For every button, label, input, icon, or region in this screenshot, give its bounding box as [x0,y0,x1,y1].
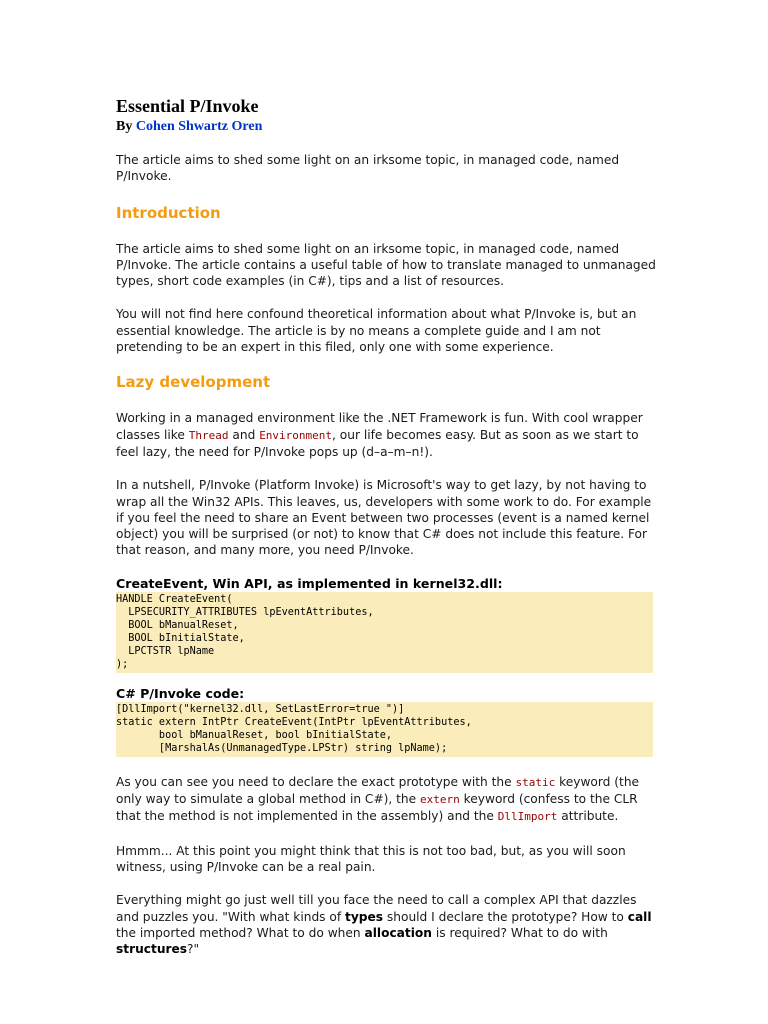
code-line: BOOL bInitialState, [116,632,245,644]
inline-code-environment: Environment [259,428,333,442]
code-block-win-api [116,592,653,673]
inline-code-thread: Thread [188,428,229,442]
lazy-paragraph-1: Working in a managed environment like the .NET Framework is fun. With cool wrapper classes like Thread and Environment, our life becomes easy. But as soon as we start to feel lazy, the need for P/Invoke pops up (d–a–m–n!). [116,411,643,459]
article-title: Essential P/Invoke [116,96,259,116]
section-heading-lazy-development: Lazy development [116,373,271,392]
byline [116,118,656,136]
code-label-csharp: C# P/Invoke code: [116,685,245,701]
code-line: LPCTSTR lpName [116,645,215,657]
section-heading-introduction: Introduction [116,203,221,222]
code-line: ); [116,658,129,670]
inline-code-extern: extern [420,793,460,807]
lazy-paragraph-5: Everything might go just well till you face the need to call a complex API that dazzles and puzzles you. "With what kinds of types should I declare the prototype? How to call the imported method? What to do when allocation is required? What to do with structures?" [116,893,652,957]
inline-code-dllimport: DllImport [497,810,558,824]
lazy-paragraph-2: In a nutshell, P/Invoke (Platform Invoke) is Microsoft's way to get lazy, by not having to wrap all the Win32 APIs. This leaves, us, developers with some work to do. For example if you feel the need to share an Event between two processes (event is a named kernel object) you will be surprised (or not) to know that C# does not include this feature. For that reason, and many more, you need P/Invoke. [116,478,652,558]
code-line: bool bManualReset, bool bInitialState, [116,729,393,741]
intro-paragraph-1: The article aims to shed some light on an irksome topic, in managed code, named P/Invoke. The article contains a useful table of how to translate managed to unmanaged types, short code examples (in C#), tips and a list of resources. [116,241,656,289]
code-label-createevent: CreateEvent, Win API, as implemented in kernel32.dll: [116,575,503,591]
author-link[interactable]: Cohen Shwartz Oren [135,119,263,134]
code-line: BOOL bManualReset, [116,619,239,631]
article-summary: The article aims to shed some light on an irksome topic, in managed code, named P/Invoke. [116,153,620,184]
code-line: [DllImport("kernel32.dll, SetLastError=true ")] [116,703,405,715]
article [116,96,656,957]
lazy-paragraph-4: Hmmm... At this point you might think that this is not too bad, but, as you will soon witness, using P/Invoke can be a real pain. [116,843,626,874]
code-line: static extern IntPtr CreateEvent(IntPtr lpEventAttributes, [116,716,472,728]
by-label: By [116,119,133,134]
code-line: [MarshalAs(UnmanagedType.LPStr) string lpName); [116,742,448,754]
code-line: LPSECURITY_ATTRIBUTES lpEventAttributes, [116,606,374,618]
code-line: HANDLE CreateEvent( [116,593,233,605]
lazy-paragraph-3: As you can see you need to declare the exact prototype with the static keyword (the only way to simulate a global method in C#), the extern keyword (confess to the CLR that the method is not implemented in the assembly) and the DllImport attribute. [116,774,640,824]
intro-paragraph-2: You will not find here confound theoretical information about what P/Invoke is, but an essential knowledge. The article is by no means a complete guide and I am not pretending to be an expert in this filed, only one with some experience. [116,307,637,355]
code-block-csharp [116,702,653,757]
inline-code-static: static [515,775,556,789]
